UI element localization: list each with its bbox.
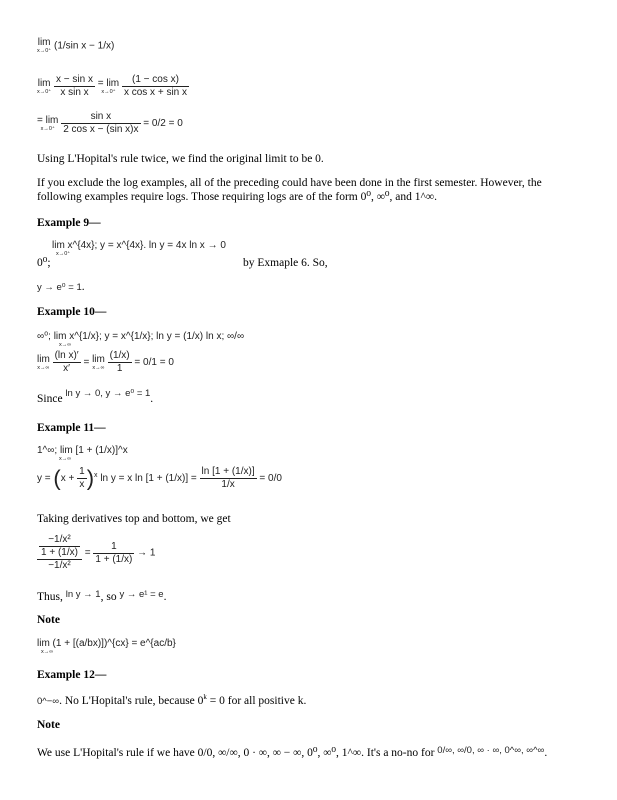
example-12-text: 0^−∞. No L'Hopital's rule, because $0^k = 0$ for all positive k. — [37, 693, 307, 707]
example-11-heading: Example 11— — [37, 422, 106, 434]
example-10-heading: Example 10— — [37, 306, 107, 318]
equation-step-2 — [37, 111, 183, 136]
note-2-heading: Note — [37, 719, 60, 731]
note-1-heading: Note — [37, 614, 60, 626]
example-11-derivative-fraction: $\frac{\frac{\text{−1/x²}}{1 + (1/x)}}{\text{−1/x²}}$ = $\frac{1}{1 + (1/x)}$ → 1 — [37, 534, 155, 572]
fraction: $\frac{\text{(1 − cos x)}}{\text{x cos x + sin x}}$ — [123, 74, 188, 98]
paragraph: If you exclude the log examples, all of the preceding could have been done in the first semester. However, the following examples require logs. Those requiring logs are of the form 0⁰, ∞⁰, and 1^∞. — [37, 177, 542, 203]
limit-expression: (1/sin x − 1/x) — [54, 40, 115, 52]
fraction: $\frac{\text{x − sin x}}{\text{x sin x}}$ — [56, 74, 93, 98]
example-11-taking: Taking derivatives top and bottom, we get — [37, 513, 231, 525]
example-9-equation: lim x^{4x}; y = x^{4x}. ln y = 4x ln x → 0 x→0⁺ — [52, 240, 226, 257]
note-2-text: We use L'Hopital's rule if we have 0/0, ∞/∞, 0 · ∞, ∞ − ∞, 0⁰, ∞⁰, 1^∞. It's a no-no for $^{0/\infty, \infty/0, \infty \cdot \infty, 0\^{}\infty, \infty\^{}\infty}$. — [37, 745, 548, 759]
example-11-line-1: 1^∞; lim [1 + (1/x)]^x x→∞ — [37, 445, 128, 462]
limit-operator: = lim x→0⁺ — [97, 77, 120, 95]
example-10-since: Since $^{ln y \to 0, y \to e^0 = 1}$. — [37, 388, 154, 405]
example-11-y-equation: y = (x + $\frac{1}{x}$ )$^x$ ln y = x ln [1 + (1/x)] = $\frac{\ln [1 + (1/x)]}{1/x}$ = 0/0 — [37, 465, 282, 491]
example-9-lead: 0⁰; — [37, 257, 51, 269]
example-10-line-1: ∞⁰; lim x^{1/x}; y = x^{1/x}; ln y = (1/x) ln x; ∞/∞ x→∞ — [37, 331, 245, 348]
limit-operator: lim x→0⁺ — [37, 77, 52, 95]
example-10-fraction: lim x→∞ $\frac{\text{(ln x)′}}{x'}$ = lim x→∞ $\frac{(1/x)}{1}$ = 0/1 = 0 — [37, 350, 174, 374]
equation-limit-top — [37, 38, 114, 54]
limit-operator: lim x→0⁺ — [37, 37, 52, 54]
limit-operator: = lim x→0⁺ — [37, 114, 59, 132]
example-9-result: y → e⁰ = 1. — [37, 281, 85, 293]
example-9-tail: by Exmaple 6. So, — [243, 257, 328, 269]
equation-step-1 — [37, 74, 189, 99]
example-12-heading: Example 12— — [37, 669, 107, 681]
fraction: $\frac{\text{sin x}}{\text{2 cos x − (sin x)x}}$ — [63, 111, 139, 135]
example-9-heading: Example 9— — [37, 217, 101, 229]
result: = 0/2 = 0 — [143, 118, 183, 130]
paragraph: Using L'Hopital's rule twice, we find the original limit to be 0. — [37, 153, 324, 165]
example-11-thus: Thus, $^{ln y \to 1}$, so $^{y \to e^1 = e}$. — [37, 589, 167, 603]
note-1-equation: lim (1 + [(a/bx)])^{cx} = e^{ac/b} x→∞ — [37, 638, 176, 655]
